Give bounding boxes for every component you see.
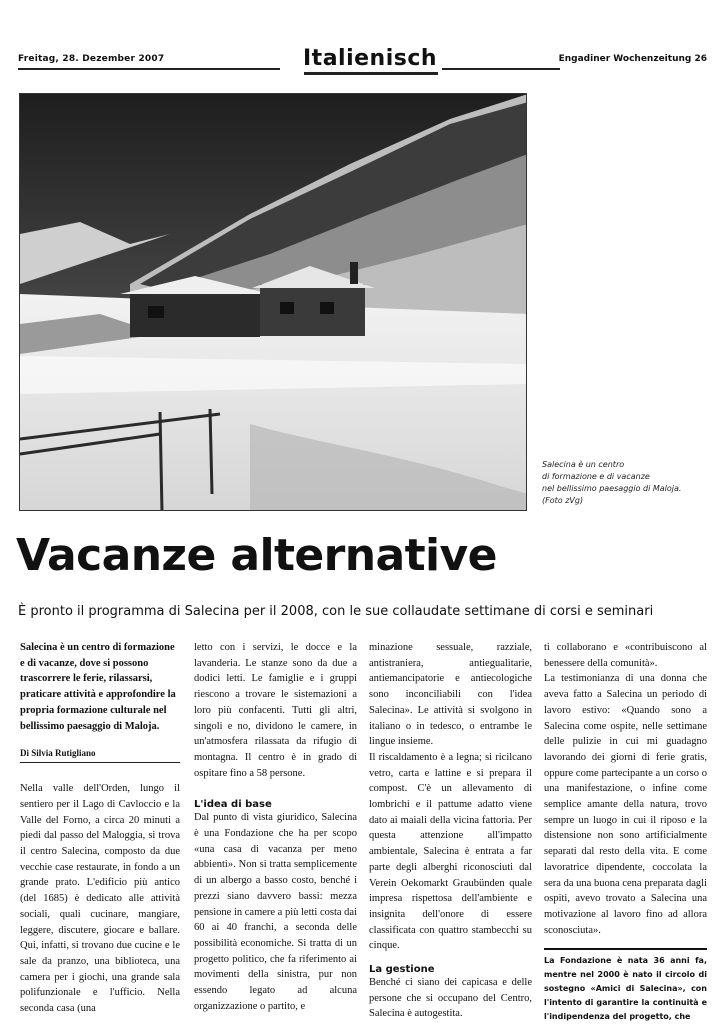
newspaper-name: Engadiner Wochenzeitung 26 xyxy=(558,54,707,64)
body-paragraph: ti collaborano e «contribuiscono al benessere della comunità». La testimonianza di una donna che aveva fatto a Salecina un periodo di lavoro estivo: «Quando sono a Salecina come ospite, nelle settimane delle pulizie in cui mi guadagno lavorando dei giorni di ferie gratis, oppure come partecipante a un corso o una manifestazione, o infine come semplice amante della natura, trovo sempre un luogo in cui il riposo e la distensione non sono artificialmente separati dal resto della vita. E come lavoratrice dipendente, coccolata la sera da una buona cena preparata dagli ospiti, avevo trovato a Salecina una motivazione al lavoro fino ad allora sconosciuta». xyxy=(544,642,707,936)
header-rule-left xyxy=(18,68,280,70)
body-paragraph: letto con i servizi, le docce e la lavanderia. Le stanze sono da due a dodici letti. Le famiglie e i gruppi riescono a trovare le sistemazioni a loro più confacenti. Tutti gli altri, singoli e no, dividono le camere, in un'atmosfera rilassata da rifugio di montagna. Il centro è in grado di ospitare fino a 58 persone. xyxy=(194,642,357,779)
photo-illustration xyxy=(20,94,527,511)
byline: Di Silvia Rutigliano xyxy=(20,748,180,763)
section-subtitle: La gestione xyxy=(369,964,435,976)
snow-landscape-photo xyxy=(19,93,527,511)
body-paragraph: Nella valle dell'Orden, lungo il sentiero per il Lago di Cavloccio e la Valle del Forno, a circa 20 minuti a piedi dal passo del Maloggia, si trova il centro Salecina, composto da due vecchie case restaurate, in fondo a un grande prato. L'edificio più antico (del 1685) è dedicato alle attività sociali, quali cucinare, mangiare, leggere, discutere, giocare e ballare. Qui, infatti, si trovano due cucine e le sale da pranzo, una biblioteca, una camera per i giochi, una grande sala polifunzionale e l'ufficio. Nella seconda casa (una xyxy=(20,783,180,1015)
article-headline: Vacanze alternative xyxy=(16,530,497,581)
article-column-3 xyxy=(369,640,532,1022)
article-column-2 xyxy=(194,640,357,1014)
body-paragraph: Benché ci siano dei capicasa e delle persone che si occupano del Centro, Salecina è autogestita. xyxy=(369,977,532,1020)
page-number: 26 xyxy=(694,54,707,64)
article-column-4 xyxy=(544,640,707,1024)
article-subheadline: È pronto il programma di Salecina per il 2008, con le sue collaudate settimane di corsi e seminari xyxy=(18,604,654,619)
page-header xyxy=(18,48,707,72)
photo-caption: Salecina è un centro di formazione e di vacanze nel bellissimo paesaggio di Maloja. (Foto zVg) xyxy=(542,460,682,505)
section-underline xyxy=(304,72,438,75)
body-paragraph: minazione sessuale, razziale, antistraniera, antiegualitarie, antiemancipatorie e antiecologiche sono inconciliabili con l'idea Salecina». Le attività si svolgono in italiano o in tedesco, o entrambe le lingue insieme. Il riscaldamento è a legna; si ricilcano vetro, carta e lattine e si prepara il compost. C'è un allevamento di lombrichi e il pattume adatto viene dato ai maiali della vicina fattoria. Per questa attenzione all'impatto ambientale, Salecina è entrata a far parte degli alberghi riconosciuti dal Verein Oekomarkt Graubünden quale impresa rispettosa dell'ambiente e insignita dell'onore di essere classificata con quattro stambecchi su cinque. xyxy=(369,642,532,952)
section-title: Italienisch xyxy=(303,46,438,71)
section-subtitle: L'idea di base xyxy=(194,799,272,811)
issue-date: Freitag, 28. Dezember 2007 xyxy=(18,54,165,64)
header-rule-right xyxy=(442,68,560,70)
article-lead: Salecina è un centro di formazione e di vacanze, dove si possono trascorrere le ferie, rilassarsi, praticare attività e approfondire la propria formazione culturale nel bellissimo paesaggio di Maloja. xyxy=(20,642,176,732)
info-box: La Fondazione è nata 36 anni fa, mentre nel 2000 è nato il circolo di sostegno «Amici di Salecina», con l'intento di garantire la continuità e l'indipendenza del progetto, che xyxy=(544,948,707,1024)
article-column-1 xyxy=(20,640,180,1017)
body-paragraph: Dal punto di vista giuridico, Salecina è una Fondazione che ha per scopo «una casa di vacanza per meno abbienti». Non si tratta semplicemente di un albergo a basso costo, benché i prezzi siano davvero bassi: mezza pensione in camere a più letti costa dai 60 ai 40 franchi, a seconda delle possibilità economiche. Si tratta di un progetto politico, che fa riferimento ai movimenti della sinistra, pur non essendo legato ad alcuna organizzazione o partito, e xyxy=(194,812,357,1012)
